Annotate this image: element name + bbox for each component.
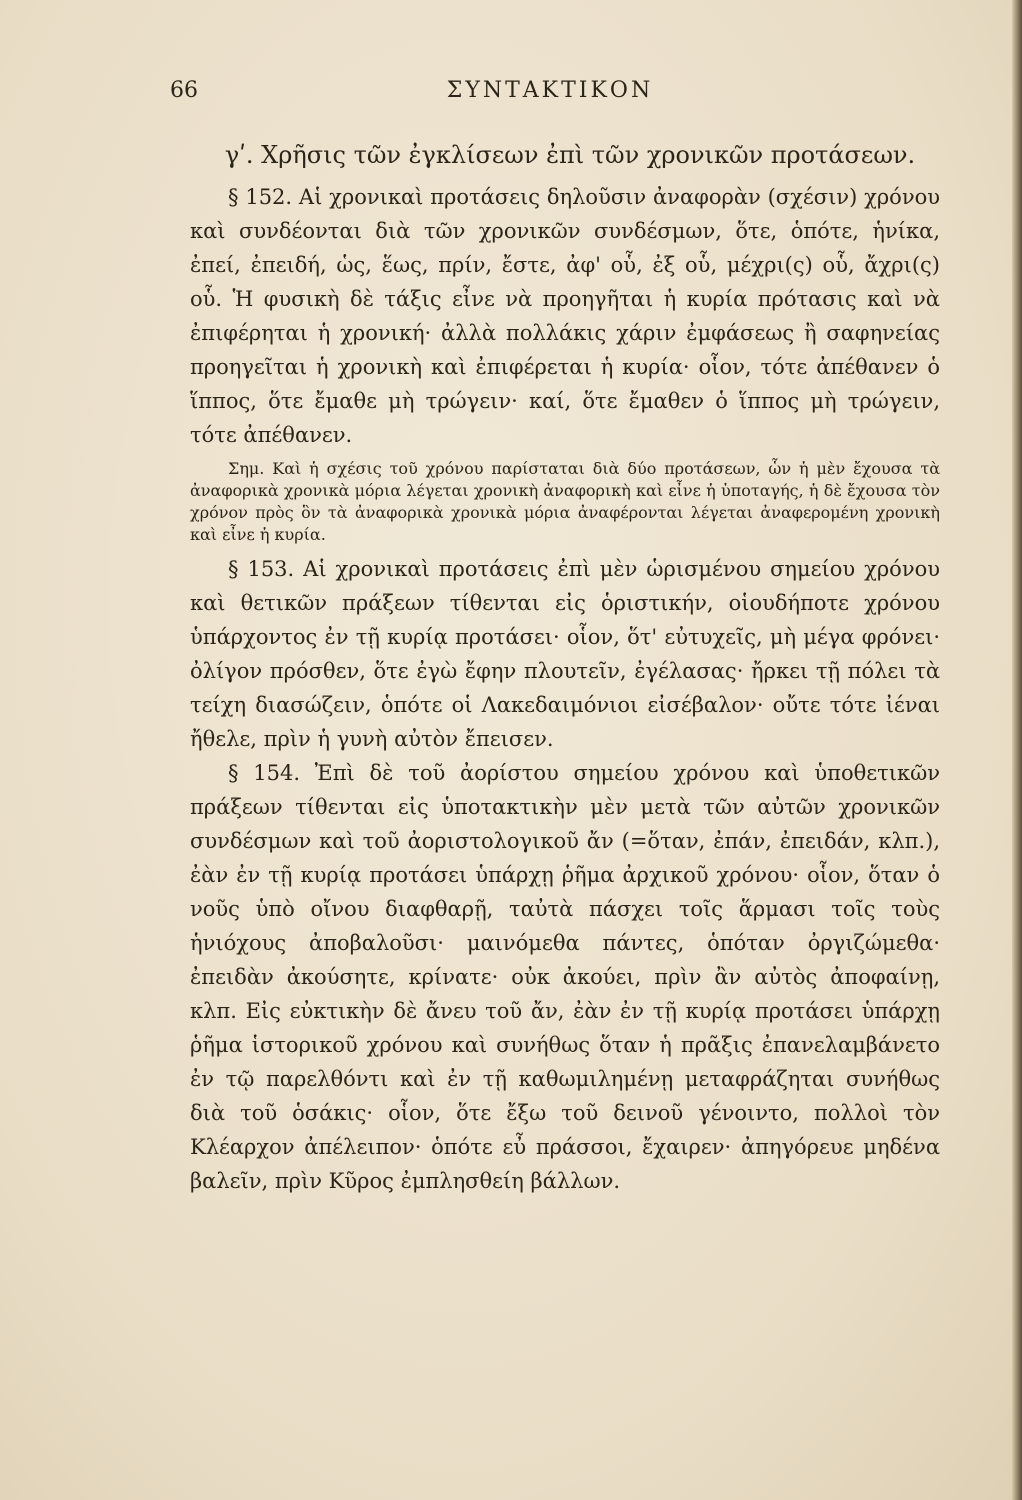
page-number: 66 [170,78,198,103]
running-title: ΣΥΝΤΑΚΤΙΚΟΝ [446,78,654,103]
paragraph-152: § 152. Αἱ χρονικαὶ προτάσεις δηλοῦσιν ἀναφορὰν (σχέσιν) χρόνου καὶ συνδέονται διὰ τῶν χρονικῶν συνδέσμων, ὅτε, ὁπότε, ἡνίκα, ἐπεί, ἐπειδή, ὡς, ἕως, πρίν, ἔστε, ἀφ' οὗ, ἐξ οὗ, μέχρι(ς) οὗ, ἄχρι(ς) οὗ. Ἡ φυσικὴ δὲ τάξις εἶνε νὰ προηγῆται ἡ κυρία πρότασις καὶ νὰ ἐπιφέρηται ἡ χρονική· ἀλλὰ πολλάκις χάριν ἐμφάσεως ἢ σαφηνείας προηγεῖται ἡ χρονικὴ καὶ ἐπιφέρεται ἡ κυρία· οἷον, τότε ἀπέθανεν ὁ ἵππος, ὅτε ἔμαθε μὴ τρώγειν· καί, ὅτε ἔμαθεν ὁ ἵππος μὴ τρώγειν, τότε ἀπέθανεν. [190,185,940,447]
page-header [170,78,930,108]
note-paragraph: Σημ. Καὶ ἡ σχέσις τοῦ χρόνου παρίσταται διὰ δύο προτάσεων, ὧν ἡ μὲν ἔχουσα τὰ ἀναφορικὰ χρονικὰ μόρια λέγεται χρονικὴ ἀναφορικὴ καὶ εἶνε ἡ ὑποταγής, ἡ δὲ ἔχουσα τὸν χρόνον πρὸς ὃν τὰ ἀναφορικὰ χρονικὰ μόρια ἀναφέρονται λέγεται ἀναφερομένη χρονικὴ καὶ εἶνε ἡ κυρία. [190,459,940,544]
paragraph-153: § 153. Αἱ χρονικαὶ προτάσεις ἐπὶ μὲν ὡρισμένου σημείου χρόνου καὶ θετικῶν πράξεων τίθενται εἰς ὁριστικήν, οἱουδήποτε χρόνου ὑπάρχοντος ἐν τῇ κυρίᾳ προτάσει· οἷον, ὅτ' εὐτυχεῖς, μὴ μέγα φρόνει· ὀλίγον πρόσθεν, ὅτε ἐγὼ ἔφην πλουτεῖν, ἐγέλασας· ἤρκει τῇ πόλει τὰ τείχη διασώζειν, ὁπότε οἱ Λακεδαιμόνιοι εἰσέβαλον· οὔτε τότε ἰέναι ἤθελε, πρὶν ἡ γυνὴ αὐτὸν ἔπεισεν. [190,557,940,751]
paragraph-154: § 154. Ἐπὶ δὲ τοῦ ἀορίστου σημείου χρόνου καὶ ὑποθετικῶν πράξεων τίθενται εἰς ὑποτακτικὴν μὲν μετὰ τῶν αὐτῶν χρονικῶν συνδέσμων καὶ τοῦ ἀοριστολογικοῦ ἄν (=ὅταν, ἐπάν, ἐπειδάν, κλπ.), ἐὰν ἐν τῇ κυρίᾳ προτάσει ὑπάρχῃ ῥῆμα ἀρχικοῦ χρόνου· οἷον, ὅταν ὁ νοῦς ὑπὸ οἴνου διαφθαρῇ, ταὐτὰ πάσχει τοῖς ἅρμασι τοῖς τοὺς ἡνιόχους ἀποβαλοῦσι· μαινόμεθα πάντες, ὁπόταν ὀργιζώμεθα· ἐπειδὰν ἀκούσητε, κρίνατε· οὐκ ἀκούει, πρὶν ἂν αὐτὸς ἀποφαίνῃ, κλπ. Εἰς εὐκτικὴν δὲ ἄνευ τοῦ ἄν, ἐὰν ἐν τῇ κυρίᾳ προτάσει ὑπάρχῃ ῥῆμα ἱστορικοῦ χρόνου καὶ συνήθως ὅταν ἡ πρᾶξις ἐπανελαμβάνετο ἐν τῷ παρελθόντι καὶ ἐν τῇ καθωμιλημένῃ μεταφράζηται συνήθως διὰ τοῦ ὁσάκις· οἷον, ὅτε ἔξω τοῦ δεινοῦ γένοιντο, πολλοὶ τὸν Κλέαρχον ἀπέλειπον· ὁπότε εὖ πράσσοι, ἔχαιρεν· ἀπηγόρευε μηδένα βαλεῖν, πρὶν Κῦρος ἐμπλησθείη βάλλων. [190,761,940,1193]
page-edge-shadow [1012,0,1022,1500]
section-heading: γʹ. Χρῆσις τῶν ἐγκλίσεων ἐπὶ τῶν χρονικῶν προτάσεων. [224,141,916,169]
body-text [190,130,940,1198]
